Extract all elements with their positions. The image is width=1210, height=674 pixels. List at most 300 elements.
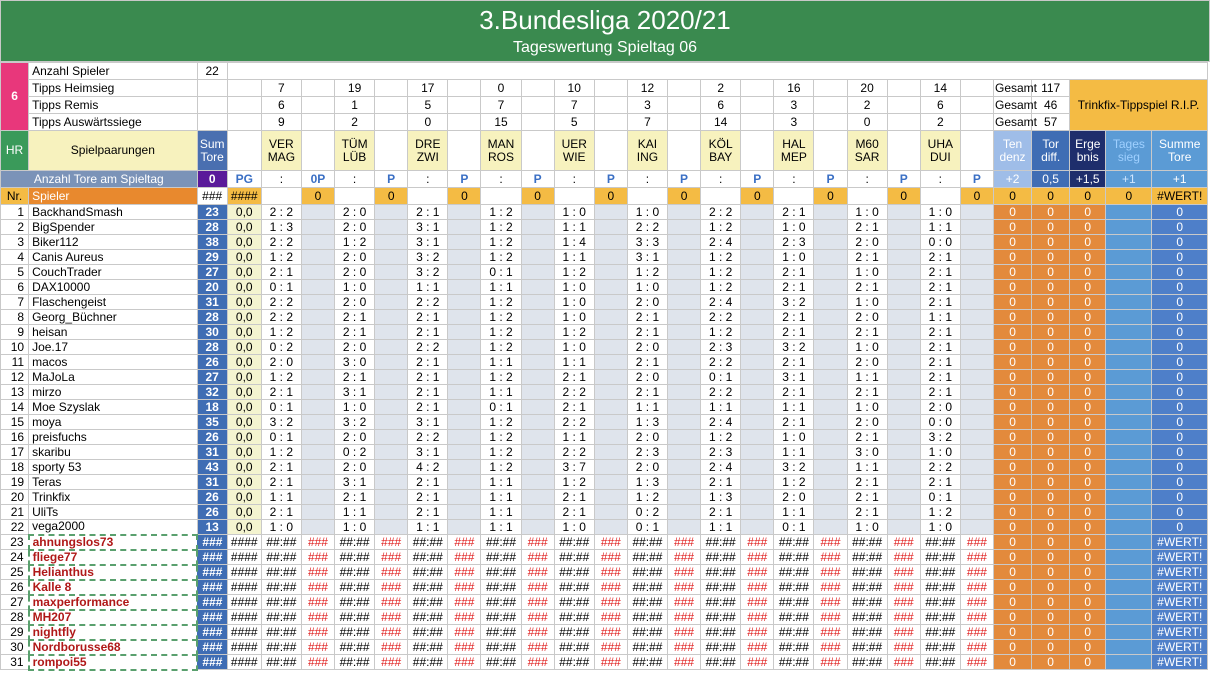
player-tip[interactable]: 2 : 2 xyxy=(701,310,741,325)
player-tip[interactable]: ##:## xyxy=(920,550,960,565)
player-tip[interactable]: ##:## xyxy=(554,580,594,595)
player-tip[interactable]: 2 : 0 xyxy=(335,295,375,310)
player-tip[interactable]: ##:## xyxy=(261,565,301,580)
player-tip[interactable]: 1 : 2 xyxy=(261,325,301,340)
player-tip[interactable]: 1 : 2 xyxy=(701,325,741,340)
player-tip[interactable]: ##:## xyxy=(481,625,521,640)
player-tip[interactable]: 0 : 1 xyxy=(481,400,521,415)
player-tip[interactable]: ##:## xyxy=(261,595,301,610)
match-teams[interactable] xyxy=(774,131,814,171)
player-tip[interactable]: 1 : 2 xyxy=(627,265,667,280)
player-tip[interactable]: 2 : 1 xyxy=(408,205,448,220)
player-tip[interactable]: 2 : 1 xyxy=(627,325,667,340)
player-tip[interactable]: 2 : 0 xyxy=(774,490,814,505)
player-tip[interactable]: ##:## xyxy=(408,610,448,625)
player-tip[interactable]: 3 : 0 xyxy=(847,445,887,460)
player-tip[interactable]: ##:## xyxy=(261,580,301,595)
player-tip[interactable]: 1 : 0 xyxy=(554,205,594,220)
player-tip[interactable]: ##:## xyxy=(920,565,960,580)
player-name[interactable]: DAX10000 xyxy=(29,280,198,295)
player-name[interactable]: BackhandSmash xyxy=(29,205,198,220)
player-tip[interactable]: 2 : 1 xyxy=(847,325,887,340)
player-tip[interactable]: ##:## xyxy=(847,595,887,610)
player-tip[interactable]: 2 : 2 xyxy=(554,385,594,400)
player-tip[interactable]: ##:## xyxy=(920,640,960,655)
player-tip[interactable]: 3 : 1 xyxy=(627,250,667,265)
match-teams[interactable] xyxy=(920,131,960,171)
player-tip[interactable]: 1 : 3 xyxy=(627,475,667,490)
player-tip[interactable]: 3 : 1 xyxy=(408,235,448,250)
player-tip[interactable]: ##:## xyxy=(335,625,375,640)
player-tip[interactable]: 1 : 0 xyxy=(847,205,887,220)
player-tip[interactable]: 2 : 1 xyxy=(774,280,814,295)
player-name[interactable]: Joe.17 xyxy=(29,340,198,355)
match-teams[interactable] xyxy=(554,131,594,171)
player-tip[interactable]: 2 : 0 xyxy=(627,295,667,310)
player-tip[interactable]: 2 : 0 xyxy=(335,340,375,355)
player-tip[interactable]: 2 : 4 xyxy=(701,460,741,475)
player-name[interactable]: rompoi55 xyxy=(29,655,198,670)
player-tip[interactable]: 2 : 2 xyxy=(554,445,594,460)
player-tip[interactable]: 2 : 0 xyxy=(335,205,375,220)
player-tip[interactable]: 2 : 1 xyxy=(774,205,814,220)
result-colon[interactable]: : xyxy=(847,171,887,188)
player-tip[interactable]: 3 : 2 xyxy=(261,415,301,430)
player-tip[interactable]: 1 : 1 xyxy=(335,505,375,520)
player-tip[interactable]: 1 : 1 xyxy=(774,505,814,520)
player-tip[interactable]: 1 : 1 xyxy=(481,505,521,520)
player-tip[interactable]: 1 : 2 xyxy=(774,475,814,490)
player-tip[interactable]: ##:## xyxy=(847,565,887,580)
player-tip[interactable]: 1 : 0 xyxy=(627,205,667,220)
player-tip[interactable]: 1 : 0 xyxy=(920,520,960,535)
player-tip[interactable]: ##:## xyxy=(701,655,741,670)
player-tip[interactable]: 1 : 1 xyxy=(627,400,667,415)
player-tip[interactable]: 0 : 1 xyxy=(481,265,521,280)
player-name[interactable]: Teras xyxy=(29,475,198,490)
player-tip[interactable]: 1 : 1 xyxy=(554,220,594,235)
player-tip[interactable]: 0 : 1 xyxy=(774,520,814,535)
player-tip[interactable]: ##:## xyxy=(627,625,667,640)
player-tip[interactable]: 1 : 2 xyxy=(481,340,521,355)
player-tip[interactable]: 2 : 2 xyxy=(627,220,667,235)
player-tip[interactable]: 2 : 1 xyxy=(554,505,594,520)
player-tip[interactable]: 2 : 1 xyxy=(847,280,887,295)
player-tip[interactable]: 2 : 1 xyxy=(261,505,301,520)
player-tip[interactable]: 2 : 1 xyxy=(920,340,960,355)
player-tip[interactable]: ##:## xyxy=(627,595,667,610)
player-tip[interactable]: ##:## xyxy=(335,550,375,565)
player-tip[interactable]: 1 : 0 xyxy=(335,400,375,415)
player-tip[interactable]: ##:## xyxy=(701,610,741,625)
match-teams[interactable] xyxy=(847,131,887,171)
player-tip[interactable]: 2 : 1 xyxy=(335,325,375,340)
player-name[interactable]: preisfuchs xyxy=(29,430,198,445)
player-tip[interactable]: 0 : 1 xyxy=(627,520,667,535)
player-tip[interactable]: 1 : 3 xyxy=(261,220,301,235)
player-tip[interactable]: 2 : 2 xyxy=(701,205,741,220)
player-tip[interactable]: 1 : 2 xyxy=(920,505,960,520)
player-tip[interactable]: 1 : 1 xyxy=(408,520,448,535)
player-name[interactable]: Georg_Büchner xyxy=(29,310,198,325)
player-tip[interactable]: ##:## xyxy=(701,565,741,580)
player-tip[interactable]: 2 : 1 xyxy=(408,400,448,415)
player-tip[interactable]: 3 : 2 xyxy=(408,265,448,280)
match-teams[interactable] xyxy=(261,131,301,171)
player-tip[interactable]: ##:## xyxy=(261,640,301,655)
player-tip[interactable]: ##:## xyxy=(774,595,814,610)
player-name[interactable]: MH207 xyxy=(29,610,198,625)
player-tip[interactable]: 3 : 1 xyxy=(335,475,375,490)
player-tip[interactable]: 0 : 0 xyxy=(920,415,960,430)
player-tip[interactable]: 2 : 2 xyxy=(261,310,301,325)
player-tip[interactable]: ##:## xyxy=(481,640,521,655)
player-tip[interactable]: ##:## xyxy=(847,640,887,655)
player-tip[interactable]: ##:## xyxy=(261,625,301,640)
player-tip[interactable]: 1 : 2 xyxy=(481,310,521,325)
player-tip[interactable]: 1 : 0 xyxy=(335,520,375,535)
player-tip[interactable]: ##:## xyxy=(335,655,375,670)
player-tip[interactable]: 2 : 0 xyxy=(335,430,375,445)
player-tip[interactable]: 1 : 2 xyxy=(701,430,741,445)
player-name[interactable]: Helianthus xyxy=(29,565,198,580)
player-tip[interactable]: 2 : 4 xyxy=(701,235,741,250)
match-teams[interactable] xyxy=(481,131,521,171)
player-name[interactable]: fliege77 xyxy=(29,550,198,565)
player-tip[interactable]: 2 : 1 xyxy=(920,325,960,340)
player-tip[interactable]: ##:## xyxy=(481,610,521,625)
player-tip[interactable]: 2 : 2 xyxy=(408,295,448,310)
player-tip[interactable]: 2 : 0 xyxy=(847,415,887,430)
player-tip[interactable]: 2 : 0 xyxy=(920,400,960,415)
player-tip[interactable]: 1 : 0 xyxy=(554,520,594,535)
player-tip[interactable]: 3 : 2 xyxy=(335,415,375,430)
player-tip[interactable]: ##:## xyxy=(627,610,667,625)
player-tip[interactable]: 1 : 0 xyxy=(920,445,960,460)
player-tip[interactable]: ##:## xyxy=(481,595,521,610)
player-tip[interactable]: 2 : 1 xyxy=(920,475,960,490)
player-tip[interactable]: 1 : 2 xyxy=(701,280,741,295)
player-tip[interactable]: 3 : 1 xyxy=(408,415,448,430)
player-tip[interactable]: 2 : 0 xyxy=(335,220,375,235)
player-tip[interactable]: 2 : 1 xyxy=(920,280,960,295)
player-tip[interactable]: ##:## xyxy=(920,580,960,595)
player-tip[interactable]: 1 : 2 xyxy=(481,445,521,460)
player-tip[interactable]: 0 : 1 xyxy=(920,490,960,505)
player-tip[interactable]: 0 : 1 xyxy=(261,430,301,445)
player-tip[interactable]: ##:## xyxy=(554,625,594,640)
player-tip[interactable]: ##:## xyxy=(408,580,448,595)
player-tip[interactable]: ##:## xyxy=(701,625,741,640)
player-tip[interactable]: 2 : 4 xyxy=(701,415,741,430)
player-tip[interactable]: 0 : 1 xyxy=(261,400,301,415)
player-tip[interactable]: 1 : 0 xyxy=(847,295,887,310)
player-tip[interactable]: ##:## xyxy=(554,550,594,565)
player-tip[interactable]: 2 : 1 xyxy=(261,385,301,400)
player-tip[interactable]: ##:## xyxy=(627,640,667,655)
match-teams[interactable] xyxy=(408,131,448,171)
result-colon[interactable]: : xyxy=(481,171,521,188)
match-teams[interactable] xyxy=(701,131,741,171)
player-tip[interactable]: 1 : 2 xyxy=(261,370,301,385)
player-tip[interactable]: 2 : 1 xyxy=(847,385,887,400)
player-tip[interactable]: 3 : 1 xyxy=(774,370,814,385)
player-tip[interactable]: 2 : 2 xyxy=(920,460,960,475)
player-tip[interactable]: 1 : 0 xyxy=(774,220,814,235)
player-tip[interactable]: 2 : 2 xyxy=(261,205,301,220)
player-tip[interactable]: 2 : 1 xyxy=(920,385,960,400)
player-tip[interactable]: 2 : 0 xyxy=(335,460,375,475)
player-tip[interactable]: 2 : 3 xyxy=(701,445,741,460)
player-tip[interactable]: ##:## xyxy=(335,595,375,610)
player-tip[interactable]: 2 : 0 xyxy=(847,310,887,325)
player-tip[interactable]: 1 : 2 xyxy=(701,265,741,280)
player-tip[interactable]: 1 : 2 xyxy=(481,220,521,235)
player-tip[interactable]: 2 : 1 xyxy=(408,475,448,490)
player-tip[interactable]: 2 : 2 xyxy=(408,340,448,355)
player-tip[interactable]: ##:## xyxy=(847,655,887,670)
result-colon[interactable]: : xyxy=(554,171,594,188)
player-tip[interactable]: ##:## xyxy=(335,565,375,580)
player-tip[interactable]: 2 : 1 xyxy=(261,265,301,280)
player-tip[interactable]: 1 : 2 xyxy=(554,325,594,340)
player-name[interactable]: Kalle 8 xyxy=(29,580,198,595)
player-tip[interactable]: 3 : 7 xyxy=(554,460,594,475)
player-tip[interactable]: 2 : 1 xyxy=(408,310,448,325)
player-tip[interactable]: 2 : 3 xyxy=(774,235,814,250)
player-tip[interactable]: ##:## xyxy=(554,565,594,580)
player-tip[interactable]: ##:## xyxy=(774,610,814,625)
player-tip[interactable]: ##:## xyxy=(261,655,301,670)
player-tip[interactable]: ##:## xyxy=(774,625,814,640)
player-tip[interactable]: 1 : 2 xyxy=(481,235,521,250)
player-tip[interactable]: ##:## xyxy=(481,565,521,580)
player-tip[interactable]: 1 : 0 xyxy=(847,400,887,415)
player-tip[interactable]: ##:## xyxy=(774,655,814,670)
player-tip[interactable]: ##:## xyxy=(920,610,960,625)
player-name[interactable]: Nordborusse68 xyxy=(29,640,198,655)
player-tip[interactable]: 1 : 0 xyxy=(554,340,594,355)
player-tip[interactable]: 1 : 0 xyxy=(335,280,375,295)
match-teams[interactable] xyxy=(627,131,667,171)
player-tip[interactable]: 1 : 1 xyxy=(774,445,814,460)
player-name[interactable]: vega2000 xyxy=(29,520,198,535)
player-tip[interactable]: 1 : 0 xyxy=(847,520,887,535)
player-tip[interactable]: 1 : 0 xyxy=(554,310,594,325)
player-tip[interactable]: 2 : 0 xyxy=(627,430,667,445)
player-tip[interactable]: ##:## xyxy=(774,580,814,595)
player-tip[interactable]: ##:## xyxy=(920,595,960,610)
player-tip[interactable]: 1 : 2 xyxy=(701,250,741,265)
player-tip[interactable]: 2 : 1 xyxy=(408,385,448,400)
player-tip[interactable]: 0 : 1 xyxy=(701,370,741,385)
player-tip[interactable]: 2 : 1 xyxy=(847,475,887,490)
player-tip[interactable]: 3 : 3 xyxy=(627,235,667,250)
player-tip[interactable]: ##:## xyxy=(335,640,375,655)
player-tip[interactable]: 0 : 2 xyxy=(261,340,301,355)
player-tip[interactable]: 1 : 1 xyxy=(554,250,594,265)
result-colon[interactable]: : xyxy=(408,171,448,188)
player-name[interactable]: Moe Szyslak xyxy=(29,400,198,415)
player-tip[interactable]: 2 : 1 xyxy=(408,370,448,385)
player-tip[interactable]: 2 : 1 xyxy=(920,355,960,370)
player-tip[interactable]: 2 : 1 xyxy=(261,475,301,490)
player-name[interactable]: Trinkfix xyxy=(29,490,198,505)
player-tip[interactable]: 0 : 2 xyxy=(335,445,375,460)
player-tip[interactable]: 2 : 1 xyxy=(847,490,887,505)
player-tip[interactable]: 1 : 2 xyxy=(554,265,594,280)
player-tip[interactable]: 3 : 1 xyxy=(408,445,448,460)
player-tip[interactable]: ##:## xyxy=(481,580,521,595)
player-tip[interactable]: 2 : 1 xyxy=(627,385,667,400)
player-tip[interactable]: 2 : 0 xyxy=(335,265,375,280)
player-tip[interactable]: 1 : 2 xyxy=(261,250,301,265)
player-tip[interactable]: 1 : 1 xyxy=(481,385,521,400)
result-colon[interactable]: : xyxy=(261,171,301,188)
player-tip[interactable]: ##:## xyxy=(847,550,887,565)
player-tip[interactable]: 2 : 1 xyxy=(335,490,375,505)
player-tip[interactable]: 1 : 4 xyxy=(554,235,594,250)
player-tip[interactable]: 2 : 1 xyxy=(847,430,887,445)
player-tip[interactable]: 2 : 1 xyxy=(408,355,448,370)
player-tip[interactable]: 2 : 1 xyxy=(554,490,594,505)
player-tip[interactable]: 2 : 1 xyxy=(774,385,814,400)
player-tip[interactable]: ##:## xyxy=(847,535,887,550)
player-tip[interactable]: 3 : 2 xyxy=(920,430,960,445)
player-name[interactable]: skaribu xyxy=(29,445,198,460)
player-tip[interactable]: 1 : 1 xyxy=(261,490,301,505)
player-tip[interactable]: 2 : 0 xyxy=(847,235,887,250)
player-tip[interactable]: ##:## xyxy=(701,595,741,610)
player-name[interactable]: MaJoLa xyxy=(29,370,198,385)
player-tip[interactable]: 1 : 2 xyxy=(335,235,375,250)
player-tip[interactable]: 2 : 1 xyxy=(554,370,594,385)
player-tip[interactable]: 2 : 1 xyxy=(774,355,814,370)
player-tip[interactable]: 2 : 1 xyxy=(408,505,448,520)
player-tip[interactable]: ##:## xyxy=(408,640,448,655)
player-tip[interactable]: 3 : 2 xyxy=(774,460,814,475)
player-tip[interactable]: ##:## xyxy=(627,565,667,580)
player-tip[interactable]: ##:## xyxy=(774,535,814,550)
player-tip[interactable]: ##:## xyxy=(847,625,887,640)
player-tip[interactable]: 1 : 2 xyxy=(481,250,521,265)
player-tip[interactable]: 1 : 1 xyxy=(481,520,521,535)
player-tip[interactable]: 2 : 1 xyxy=(774,415,814,430)
player-tip[interactable]: ##:## xyxy=(627,535,667,550)
player-tip[interactable]: ##:## xyxy=(920,655,960,670)
player-tip[interactable]: ##:## xyxy=(627,580,667,595)
player-name[interactable]: UliTs xyxy=(29,505,198,520)
player-tip[interactable]: 2 : 1 xyxy=(920,250,960,265)
player-tip[interactable]: ##:## xyxy=(627,655,667,670)
player-tip[interactable]: 0 : 0 xyxy=(920,235,960,250)
player-tip[interactable]: 1 : 1 xyxy=(701,400,741,415)
player-tip[interactable]: 2 : 2 xyxy=(261,295,301,310)
player-tip[interactable]: 2 : 2 xyxy=(408,430,448,445)
player-tip[interactable]: ##:## xyxy=(335,535,375,550)
player-tip[interactable]: 1 : 3 xyxy=(701,490,741,505)
player-tip[interactable]: ##:## xyxy=(774,565,814,580)
player-tip[interactable]: ##:## xyxy=(554,610,594,625)
player-tip[interactable]: 2 : 0 xyxy=(627,460,667,475)
match-teams[interactable] xyxy=(335,131,375,171)
player-tip[interactable]: 0 : 1 xyxy=(261,280,301,295)
player-tip[interactable]: 1 : 1 xyxy=(847,370,887,385)
player-tip[interactable]: 2 : 1 xyxy=(847,505,887,520)
player-tip[interactable]: 1 : 1 xyxy=(481,475,521,490)
player-tip[interactable]: ##:## xyxy=(847,580,887,595)
player-tip[interactable]: 2 : 2 xyxy=(701,385,741,400)
player-tip[interactable]: 2 : 1 xyxy=(774,310,814,325)
player-tip[interactable]: 2 : 1 xyxy=(920,295,960,310)
player-tip[interactable]: 1 : 2 xyxy=(481,460,521,475)
player-tip[interactable]: 1 : 1 xyxy=(701,520,741,535)
player-tip[interactable]: ##:## xyxy=(408,550,448,565)
player-tip[interactable]: 1 : 1 xyxy=(481,355,521,370)
player-tip[interactable]: 2 : 2 xyxy=(554,415,594,430)
player-name[interactable]: moya xyxy=(29,415,198,430)
player-tip[interactable]: ##:## xyxy=(261,550,301,565)
player-tip[interactable]: 3 : 2 xyxy=(774,295,814,310)
result-colon[interactable]: : xyxy=(627,171,667,188)
player-tip[interactable]: ##:## xyxy=(408,655,448,670)
player-tip[interactable]: 2 : 1 xyxy=(627,310,667,325)
player-tip[interactable]: 1 : 2 xyxy=(481,430,521,445)
player-tip[interactable]: 3 : 1 xyxy=(408,220,448,235)
player-tip[interactable]: 1 : 1 xyxy=(774,400,814,415)
player-tip[interactable]: 1 : 2 xyxy=(481,415,521,430)
player-tip[interactable]: 2 : 3 xyxy=(627,445,667,460)
player-tip[interactable]: ##:## xyxy=(554,655,594,670)
player-tip[interactable]: ##:## xyxy=(335,610,375,625)
player-tip[interactable]: 1 : 3 xyxy=(627,415,667,430)
player-tip[interactable]: 0 : 2 xyxy=(627,505,667,520)
player-tip[interactable]: 2 : 1 xyxy=(774,265,814,280)
player-tip[interactable]: 1 : 1 xyxy=(554,355,594,370)
player-tip[interactable]: ##:## xyxy=(408,565,448,580)
player-tip[interactable]: 1 : 1 xyxy=(408,280,448,295)
player-tip[interactable]: 3 : 2 xyxy=(774,340,814,355)
player-tip[interactable]: 3 : 1 xyxy=(335,385,375,400)
player-tip[interactable]: ##:## xyxy=(554,595,594,610)
player-tip[interactable]: 2 : 4 xyxy=(701,295,741,310)
player-tip[interactable]: 1 : 0 xyxy=(554,295,594,310)
player-tip[interactable]: ##:## xyxy=(554,640,594,655)
player-tip[interactable]: 1 : 2 xyxy=(627,490,667,505)
player-tip[interactable]: 1 : 1 xyxy=(920,310,960,325)
player-tip[interactable]: 3 : 2 xyxy=(408,250,448,265)
player-tip[interactable]: 4 : 2 xyxy=(408,460,448,475)
player-tip[interactable]: 1 : 2 xyxy=(701,220,741,235)
player-tip[interactable]: ##:## xyxy=(408,535,448,550)
player-tip[interactable]: ##:## xyxy=(335,580,375,595)
player-tip[interactable]: 1 : 1 xyxy=(847,460,887,475)
result-colon[interactable]: : xyxy=(920,171,960,188)
player-tip[interactable]: ##:## xyxy=(481,535,521,550)
player-tip[interactable]: 1 : 1 xyxy=(481,280,521,295)
player-tip[interactable]: 3 : 0 xyxy=(335,355,375,370)
player-tip[interactable]: 1 : 0 xyxy=(774,430,814,445)
player-tip[interactable]: 1 : 0 xyxy=(627,280,667,295)
player-tip[interactable]: ##:## xyxy=(701,640,741,655)
player-tip[interactable]: 2 : 1 xyxy=(774,325,814,340)
player-tip[interactable]: ##:## xyxy=(774,640,814,655)
player-tip[interactable]: ##:## xyxy=(554,535,594,550)
player-tip[interactable]: 1 : 0 xyxy=(920,205,960,220)
player-tip[interactable]: ##:## xyxy=(701,550,741,565)
result-colon[interactable]: : xyxy=(335,171,375,188)
player-tip[interactable]: 1 : 2 xyxy=(481,370,521,385)
